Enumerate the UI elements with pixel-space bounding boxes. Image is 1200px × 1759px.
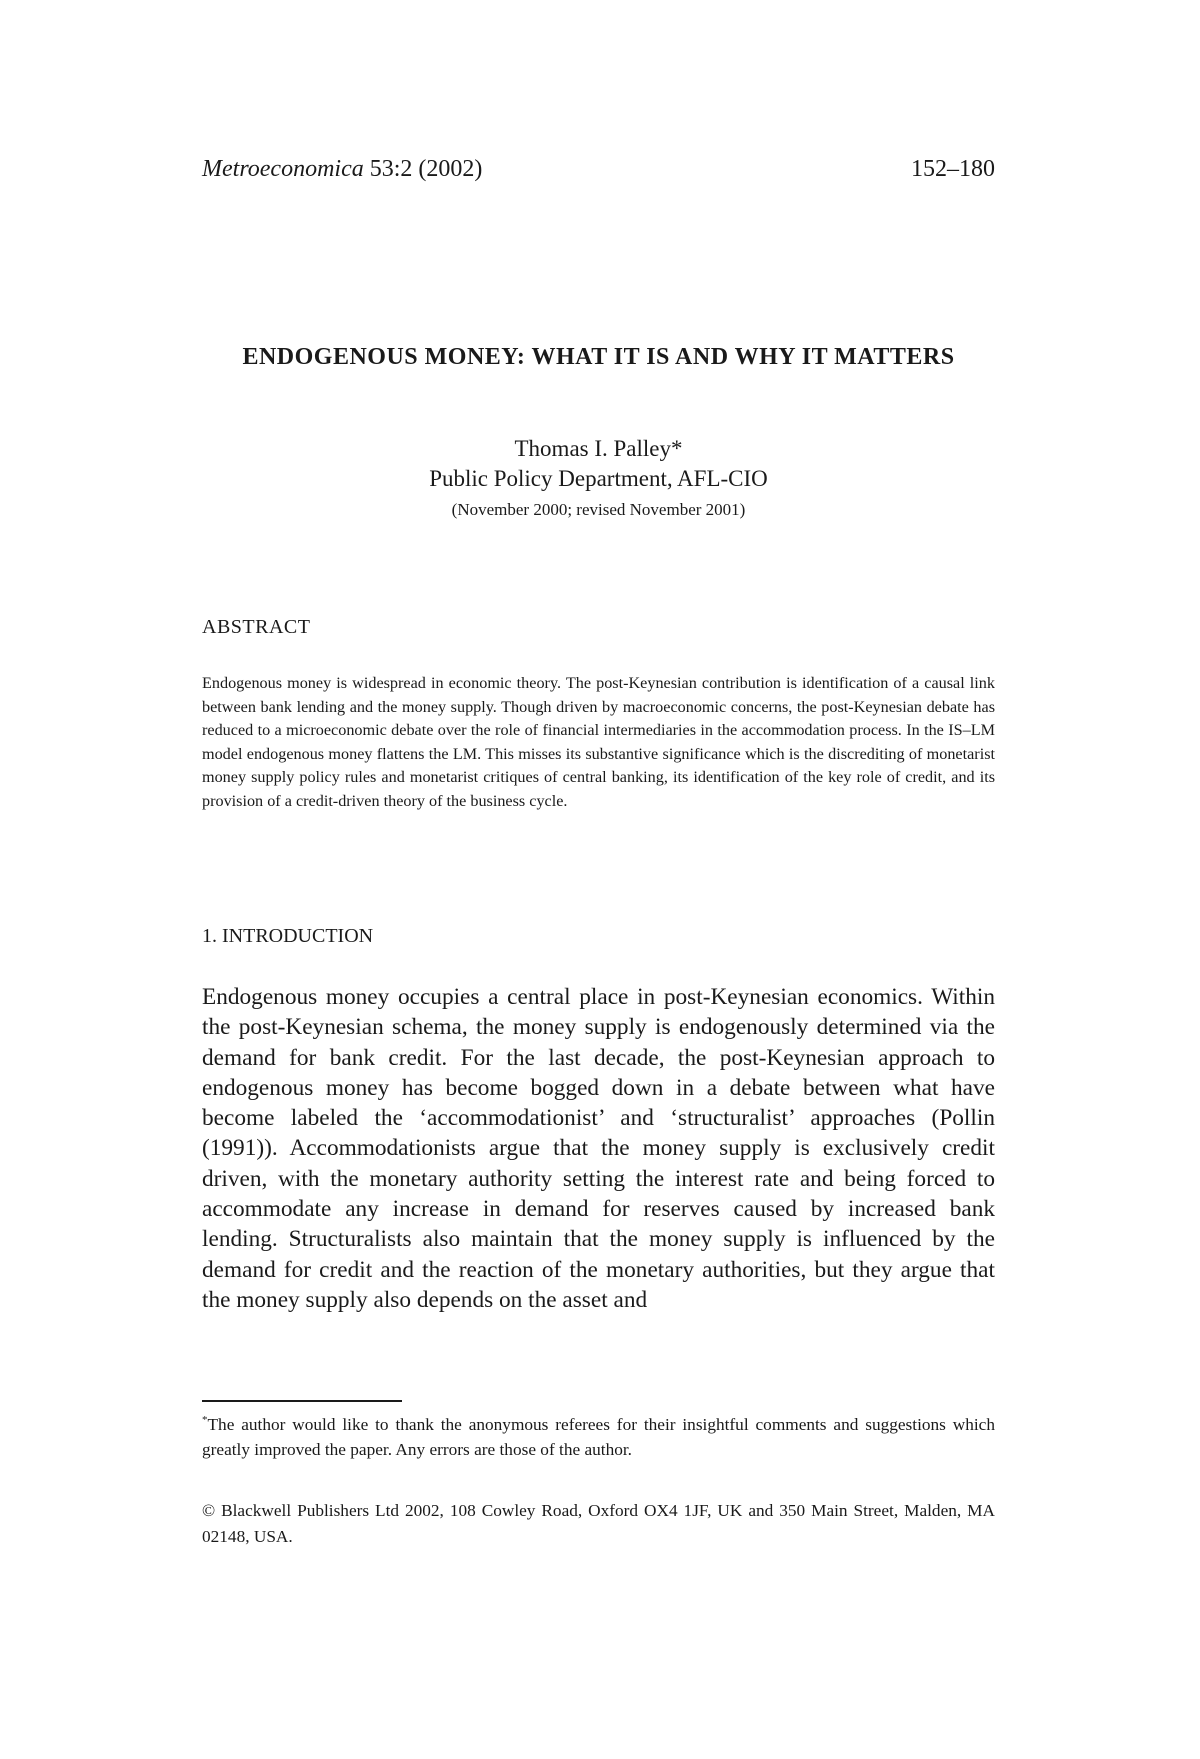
footnote	[202, 1408, 995, 1463]
paper-title: ENDOGENOUS MONEY: WHAT IT IS AND WHY IT MATTERS	[242, 344, 955, 370]
author-name: Thomas I. Palley*	[514, 436, 683, 461]
author-affiliation: Public Policy Department, AFL-CIO	[429, 466, 768, 491]
submission-dates: (November 2000; revised November 2001)	[451, 500, 746, 519]
footnote-text: The author would like to thank the anonymous referees for their insightful comments and suggestions which greatly improved the paper. Any errors are those of the author.	[202, 1414, 995, 1460]
copyright-notice: © Blackwell Publishers Ltd 2002, 108 Cowley Road, Oxford OX4 1JF, UK and 350 Main Street, Malden, MA 02148, USA.	[202, 1501, 995, 1546]
footnote-divider	[202, 1400, 402, 1402]
footnote-marker: *	[202, 1414, 208, 1426]
journal-issue: 53:2 (2002)	[369, 156, 483, 182]
journal-name: Metroeconomica	[202, 156, 364, 182]
introduction-text: Endogenous money occupies a central place in post-Keynesian economics. Within the post-Keynesian schema, the money supply is endogenously determined via the demand for bank credit. For the last decade, the post-Keynesian approach to endogenous money has become bogged down in a debate between what have become labeled the ‘accommodationist’ and ‘structuralist’ approaches (Pollin (1991)). Accommodationists argue that the money supply is exclusively credit driven, with the monetary authority setting the interest rate and being forced to accommodate any increase in demand for reserves caused by increased bank lending. Structuralists also maintain that the money supply is influenced by the demand for credit and the reaction of the monetary authorities, but they argue that the money supply also depends on the asset and	[202, 984, 995, 1313]
author-block	[202, 434, 995, 494]
journal-citation	[202, 156, 482, 183]
abstract-heading: ABSTRACT	[202, 616, 311, 638]
section-heading-introduction: 1. INTRODUCTION	[202, 925, 374, 947]
page-range: 152–180	[911, 156, 995, 182]
running-header	[202, 156, 995, 192]
abstract-text: Endogenous money is widespread in economic theory. The post-Keynesian contribution is identification of a causal link between bank lending and the money supply. Though driven by macroeconomic concerns, the post-Keynesian debate has reduced to a microeconomic debate over the role of financial intermediaries in the accommodation process. In the IS–LM model endogenous money flattens the LM. This misses its substantive significance which is the discrediting of monetarist money supply policy rules and monetarist critiques of central banking, its identification of the key role of credit, and its provision of a credit-driven theory of the business cycle.	[202, 674, 995, 810]
